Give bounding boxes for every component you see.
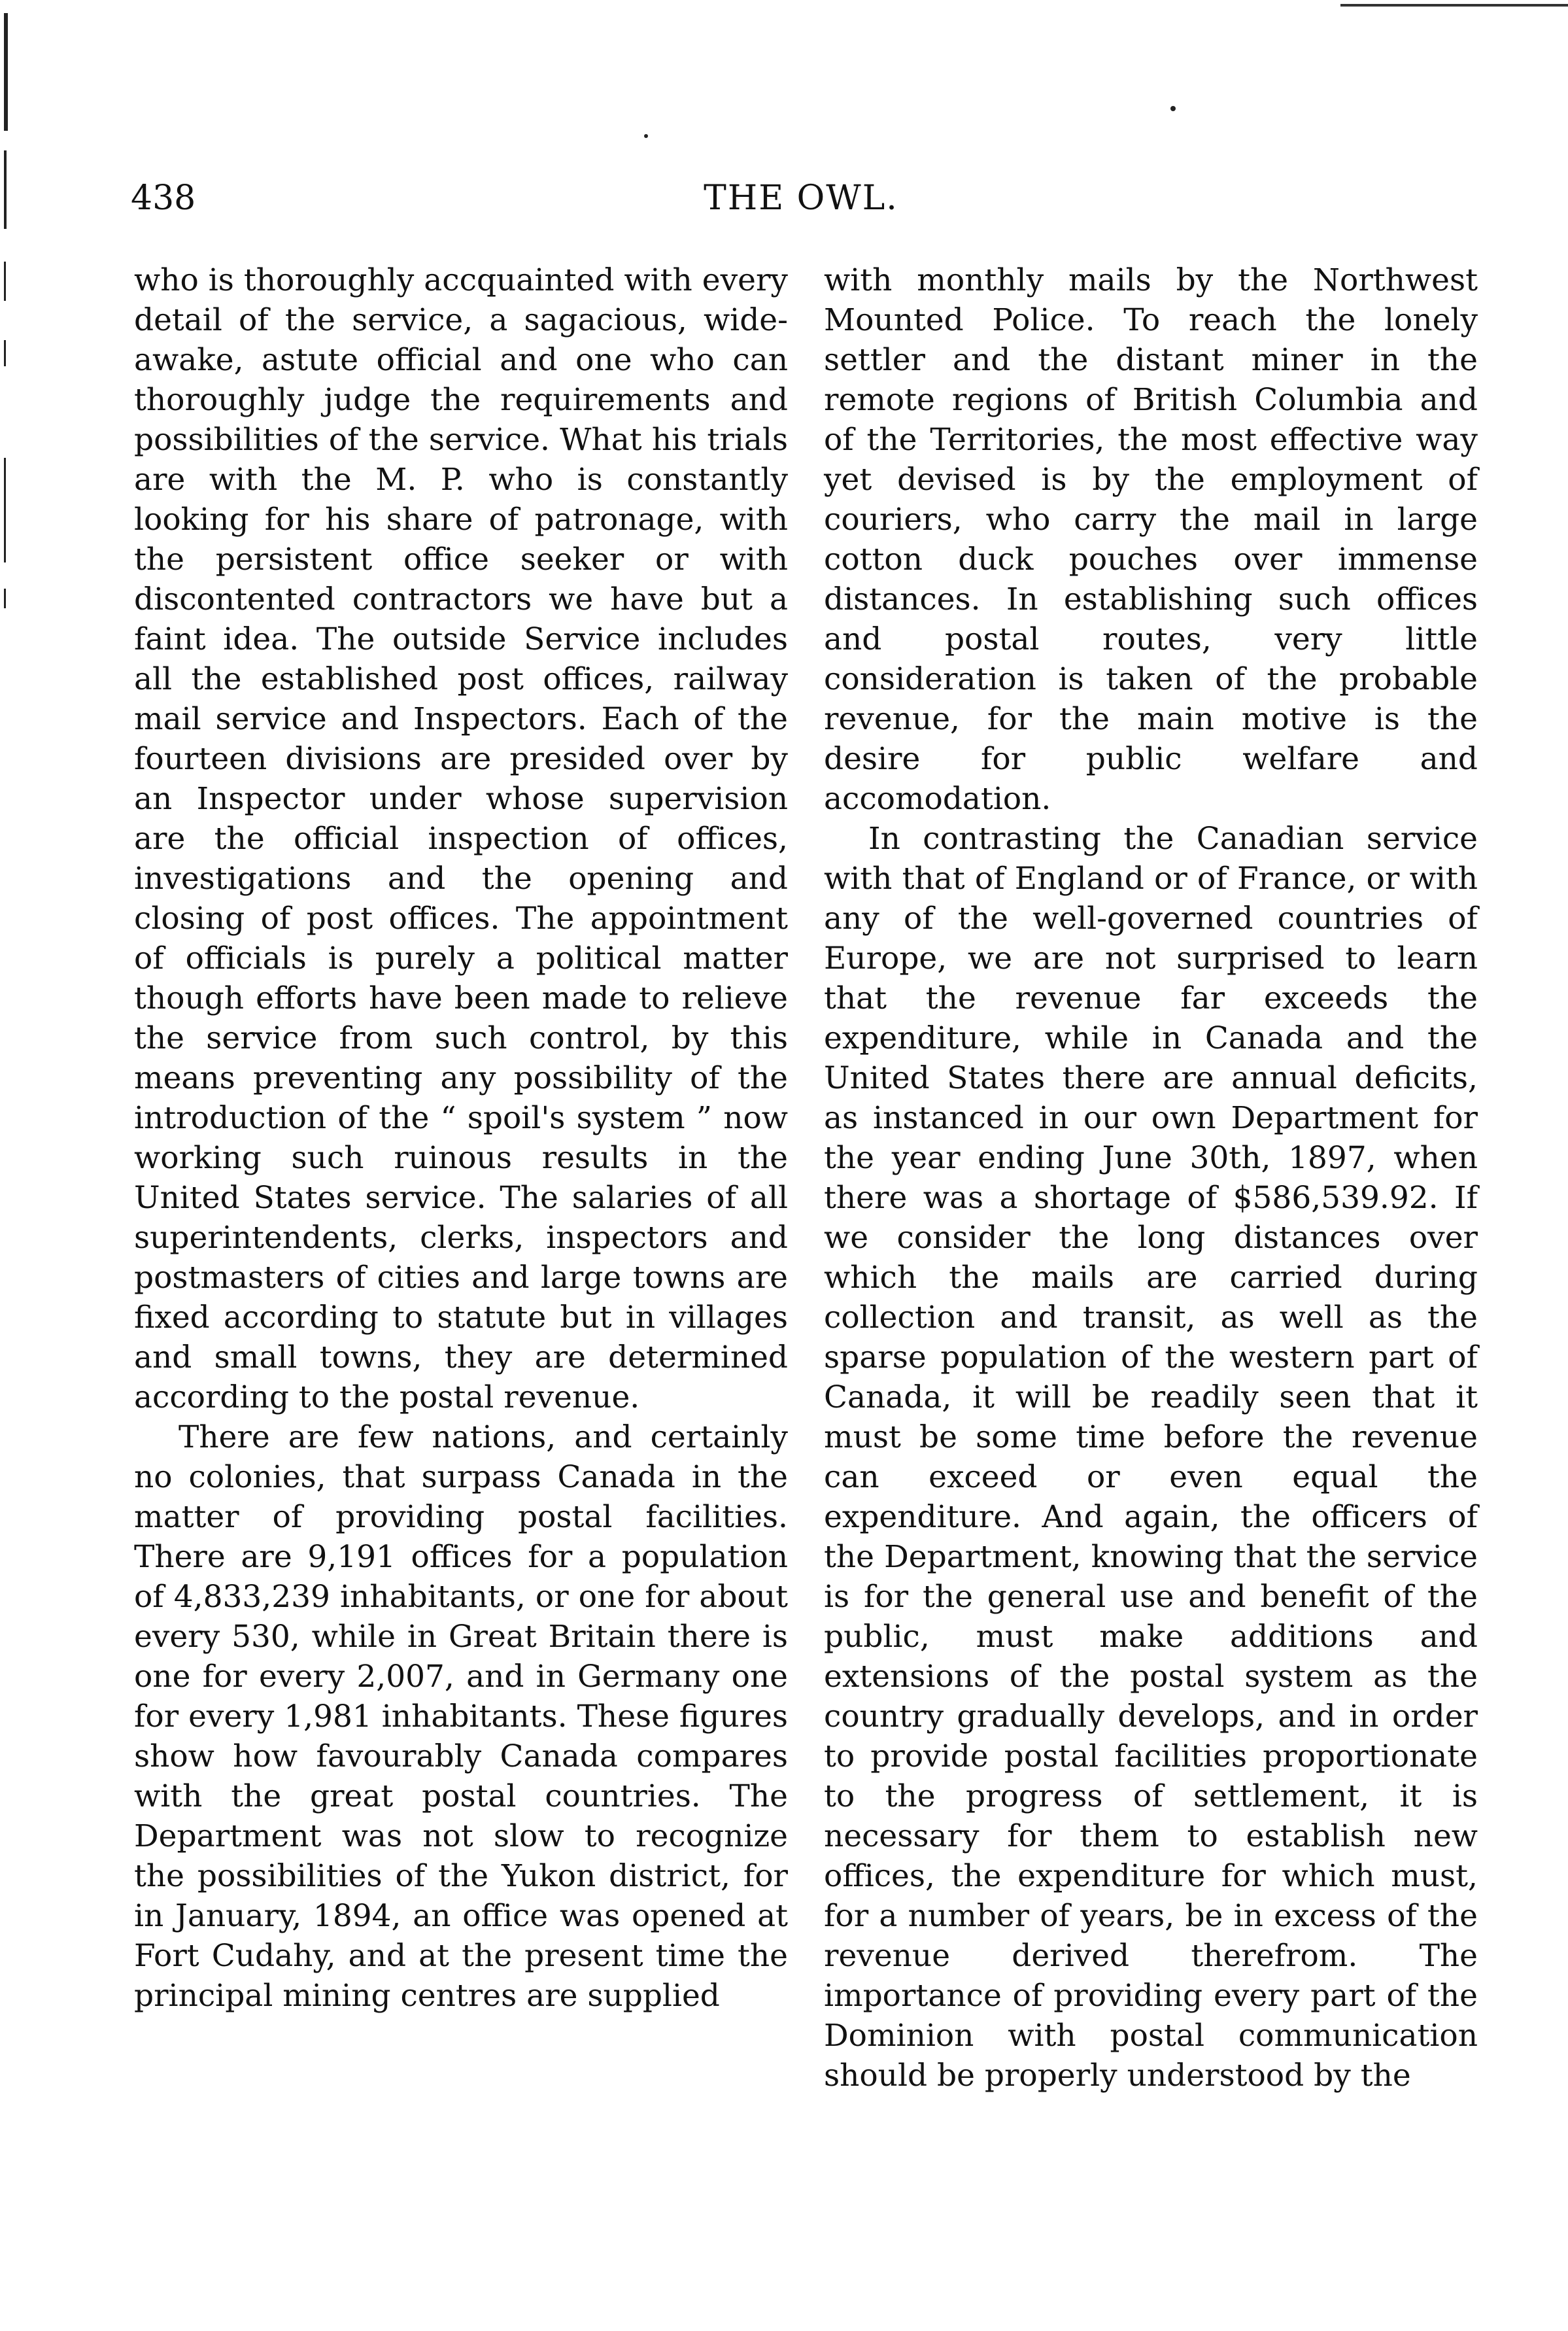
scan-edge-artifact	[0, 0, 26, 850]
right-column	[824, 260, 1478, 2096]
paragraph: In contrasting the Canadian service with that of England or of France, or with any of the well-governed countries of Europe, we are not surprised to learn that the revenue far exceeds the expenditure, while in Canada and the United States there are annual deficits, as instanced in our own Department for the year ending June 30th, 1897, when there was a shortage of $586,539.92. If we consider the long distances over which the mails are carried during collection and transit, as well as the sparse population of the western part of Canada, it will be readily seen that it must be some time before the revenue can exceed or even equal the expenditure. And again, the officers of the Department, knowing that the service is for the general use and benefit of the public, must make additions and extensions of the postal system as the country gradually develops, and in order to provide postal facilities proportionate to the progress of settlement, it is necessary for them to establish new offices, the expenditure for which must, for a number of years, be in excess of the revenue derived therefrom. The importance of providing every part of the Dominion with postal communication should be properly understood by the	[824, 821, 1478, 2094]
page-header	[131, 175, 1471, 221]
page-number: 438	[131, 179, 196, 218]
paragraph: with monthly mails by the Northwest Mounted Police. To reach the lonely settler and the distant miner in the remote regions of British Columbia and of the Territories, the most effective way yet devised is by the employment of couriers, who carry the mail in large cotton duck pouches over immense distances. In establishing such offices and postal routes, very little consideration is taken of the probable revenue, for the main motive is the desire for public welfare and accomodation.	[824, 262, 1478, 817]
paragraph: There are few nations, and certainly no colonies, that surpass Canada in the matter of providing postal facilities. There are 9,191 offices for a population of 4,833,239 inhabitants, or one for about every 530, while in Great Britain there is one for every 2,007, and in Germany one for every 1,981 inhabitants. These figures show how favourably Canada compares with the great postal countries. The Department was not slow to recognize the possibilities of the Yukon district, for in January, 1894, an office was opened at Fort Cudahy, and at the present time the principal mining centres are supplied	[134, 1419, 788, 2014]
scan-speck	[1170, 106, 1176, 111]
running-title: THE OWL.	[704, 179, 898, 218]
scan-top-rule	[1340, 4, 1568, 7]
left-column	[134, 260, 788, 2016]
scan-speck	[644, 134, 648, 138]
paragraph: who is thoroughly accquainted with every detail of the service, a sagacious, wide-awake, astute official and one who can thoroughly judge the requirements and possibilities of the service. What his trials are with the M. P. who is constantly looking for his share of patronage, with the persistent office seeker or with discontented contractors we have but a faint idea. The outside Service includes all the established post offices, railway mail service and Inspectors. Each of the fourteen divisions are presided over by an Inspector under whose supervision are the official inspection of offices, investigations and the opening and closing of post offices. The appointment of officials is purely a political matter though efforts have been made to relieve the service from such control, by this means preventing any possibility of the introduction of the “ spoil's system ” now working such ruinous results in the United States service. The salaries of all superintendents, clerks, inspectors and postmasters of cities and large towns are fixed according to statute but in villages and small towns, they are determined according to the postal revenue.	[134, 262, 788, 1415]
